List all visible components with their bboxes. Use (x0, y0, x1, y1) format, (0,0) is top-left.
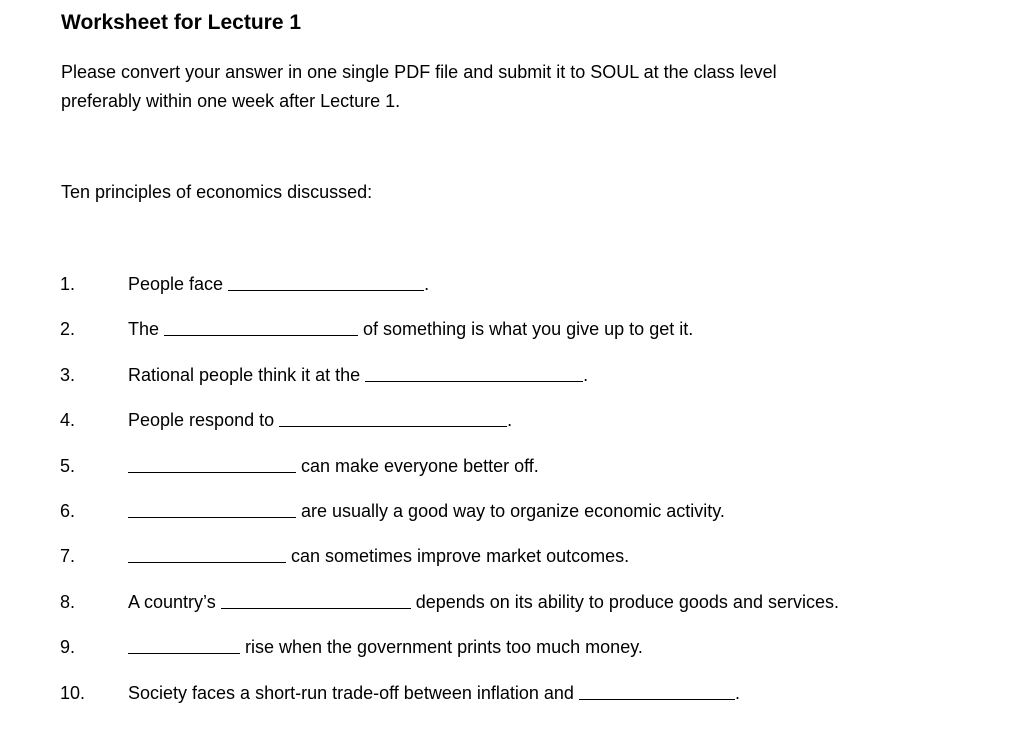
item-number: 9. (60, 637, 76, 657)
answer-blank[interactable] (128, 452, 296, 473)
list-item (0, 314, 1024, 344)
item-sentence (128, 678, 740, 708)
item-text-after: can make everyone better off. (296, 456, 539, 476)
answer-blank[interactable] (228, 270, 424, 291)
item-number: 6. (60, 501, 76, 521)
item-number: 3. (60, 365, 76, 385)
item-text-after: . (734, 683, 740, 703)
list-item (0, 360, 1024, 390)
list-item (0, 587, 1024, 617)
item-sentence (128, 496, 725, 526)
intro-text: Ten principles of economics discussed: (61, 182, 373, 202)
answer-blank[interactable] (128, 497, 296, 518)
item-text-after: . (424, 274, 430, 294)
instruction-line: Please convert your answer in one single PDF file and submit it to SOUL at the class level (61, 62, 777, 82)
item-number: 10. (60, 683, 86, 703)
item-sentence (128, 587, 839, 617)
list-item (0, 451, 1024, 481)
item-text-before: Society faces a short-run trade-off between inflation and (128, 683, 579, 703)
item-text-after: rise when the government prints too much money. (240, 637, 643, 657)
item-text-after: can sometimes improve market outcomes. (286, 546, 630, 566)
item-text-after: depends on its ability to produce goods and services. (410, 592, 839, 612)
item-number: 1. (60, 274, 76, 294)
item-sentence (128, 632, 643, 662)
item-text-after: . (507, 410, 513, 430)
item-sentence (128, 360, 588, 390)
answer-blank[interactable] (579, 679, 735, 700)
item-text-before: People respond to (128, 410, 280, 430)
answer-blank[interactable] (279, 406, 507, 427)
item-sentence (128, 451, 539, 481)
list-item (0, 678, 1024, 708)
answer-blank[interactable] (128, 633, 240, 654)
item-text-before: People face (128, 274, 229, 294)
item-sentence (128, 405, 512, 435)
answer-blank[interactable] (128, 542, 286, 563)
answer-blank[interactable] (164, 315, 358, 336)
item-text-before: The (128, 319, 165, 339)
item-number: 8. (60, 592, 76, 612)
list-item (0, 632, 1024, 662)
item-sentence (128, 314, 693, 344)
item-text-after: . (583, 365, 589, 385)
item-sentence (128, 269, 429, 299)
list-item (0, 496, 1024, 526)
item-number: 7. (60, 546, 76, 566)
item-text-before: A country’s (128, 592, 221, 612)
page-title: Worksheet for Lecture 1 (61, 11, 302, 34)
item-sentence (128, 541, 629, 571)
instruction-line: preferably within one week after Lecture 1. (61, 91, 401, 111)
item-number: 2. (60, 319, 76, 339)
item-number: 5. (60, 456, 76, 476)
list-item (0, 269, 1024, 299)
list-item (0, 541, 1024, 571)
item-text-after: are usually a good way to organize economic activity. (296, 501, 725, 521)
answer-blank[interactable] (221, 588, 411, 609)
answer-blank[interactable] (365, 361, 583, 382)
instructions-paragraph (61, 58, 777, 116)
item-text-before: Rational people think it at the (128, 365, 366, 385)
item-text-after: of something is what you give up to get it. (358, 319, 694, 339)
list-item (0, 405, 1024, 435)
item-number: 4. (60, 410, 76, 430)
